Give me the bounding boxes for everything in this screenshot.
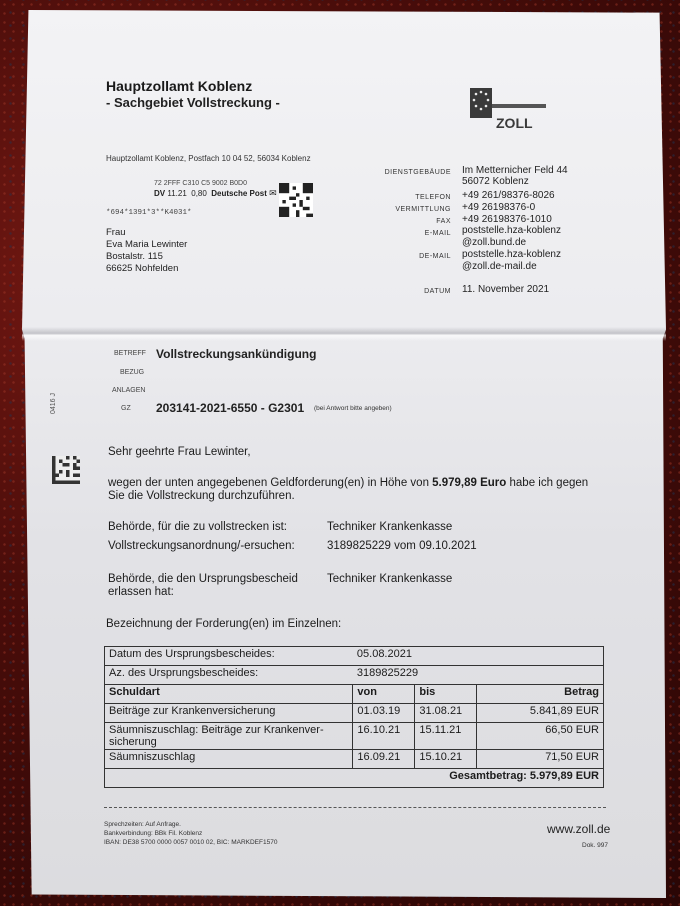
letter-date: 11. November 2021 xyxy=(462,284,550,295)
side-code: 0416 J xyxy=(50,392,57,414)
row-to: 15.11.21 xyxy=(415,723,477,750)
order-label: Vollstreckungsanordnung/-ersuchen: xyxy=(108,540,295,552)
file-number: 203141-2021-6550 - G2301 xyxy=(156,401,305,415)
intro-line1 xyxy=(108,477,588,489)
building-line2: 56072 Koblenz xyxy=(462,176,529,187)
claims-table xyxy=(104,646,604,788)
greeting: Sehr geehrte Frau Lewinter, xyxy=(108,446,251,458)
row-from: 16.09.21 xyxy=(353,750,415,769)
building-label: DIENSTGEBÄUDE xyxy=(384,169,451,176)
intro-post: habe ich gegen xyxy=(506,477,589,489)
header-to: bis xyxy=(415,685,477,704)
row-from: 16.10.21 xyxy=(353,723,415,750)
return-address: Hauptzollamt Koblenz, Postfach 10 04 52, 56034 Koblenz xyxy=(106,154,311,163)
switchboard-value: +49 26198376-0 xyxy=(462,202,536,213)
intro-line2: Sie die Vollstreckung durchzuführen. xyxy=(108,490,295,502)
email-label: E-MAIL xyxy=(424,230,451,237)
row-amount: 71,50 EUR xyxy=(477,750,604,769)
order-value: 3189825229 vom 09.10.2021 xyxy=(327,540,477,552)
intro-amount: 5.979,89 Euro xyxy=(432,477,507,489)
orig-ref-label: Az. des Ursprungsbescheides: xyxy=(105,666,353,685)
zoll-logo xyxy=(470,88,546,136)
demail-line2: @zoll.de-mail.de xyxy=(462,261,537,272)
footer-iban: IBAN: DE38 5700 0000 0057 0010 02, BIC: MARKDEF1570 xyxy=(104,839,278,846)
row-type-line2: sicherung xyxy=(109,736,157,748)
row-type-line1: Säumniszuschlag: Beiträge zur Krankenver- xyxy=(109,724,324,736)
row-amount: 66,50 EUR xyxy=(477,723,604,750)
file-note: (bei Antwort bitte angeben) xyxy=(314,405,392,412)
sender-name: Hauptzollamt Koblenz xyxy=(106,78,253,94)
attachments-label: ANLAGEN xyxy=(112,387,146,394)
phone-label: TELEFON xyxy=(415,194,451,201)
postage-amount: 0,80 xyxy=(191,189,207,198)
authority-label: Behörde, für die zu vollstrecken ist: xyxy=(108,521,287,533)
row-type: Säumniszuschlag xyxy=(105,750,353,769)
table-row xyxy=(105,723,604,750)
phone-value: +49 261/98376-8026 xyxy=(462,190,555,201)
table-row xyxy=(105,647,604,666)
row-type xyxy=(105,723,353,750)
postage-code: 72 2FFF C310 C5 9002 B0D0 xyxy=(154,180,247,187)
reference-label: BEZUG xyxy=(120,369,145,376)
footer-website: www.zoll.de xyxy=(547,822,611,836)
table-row xyxy=(105,666,604,685)
postage-carrier: Deutsche Post xyxy=(211,189,267,198)
header-amount: Betrag xyxy=(477,685,604,704)
total-amount: Gesamtbetrag: 5.979,89 EUR xyxy=(105,769,604,788)
row-to: 15.10.21 xyxy=(415,750,477,769)
recipient-name: Eva Maria Lewinter xyxy=(106,239,188,250)
header-from: von xyxy=(353,685,415,704)
demail-line1: poststelle.hza-koblenz xyxy=(462,249,561,260)
email-line2: @zoll.bund.de xyxy=(462,237,527,248)
file-label: GZ xyxy=(121,405,131,412)
table-header-row xyxy=(105,685,604,704)
sender-department: - Sachgebiet Vollstreckung - xyxy=(106,95,280,110)
row-type: Beiträge zur Krankenversicherung xyxy=(105,704,353,723)
table-row xyxy=(105,704,604,723)
origin-label-line1: Behörde, die den Ursprungsbescheid xyxy=(108,573,298,585)
claims-heading: Bezeichnung der Forderung(en) im Einzelnen: xyxy=(106,618,342,630)
row-from: 01.03.19 xyxy=(353,704,415,723)
switchboard-label: VERMITTLUNG xyxy=(395,206,451,213)
building-line1: Im Metternicher Feld 44 xyxy=(462,165,568,176)
authority-value: Techniker Krankenkasse xyxy=(327,521,453,533)
demail-label: DE-MAIL xyxy=(419,253,451,260)
postage-date: 11.21 xyxy=(167,189,187,198)
qr-code-icon xyxy=(279,183,313,217)
table-row xyxy=(105,750,604,769)
orig-ref-value: 3189825229 xyxy=(353,666,604,685)
orig-date-value: 05.08.2021 xyxy=(353,647,604,666)
orig-date-label: Datum des Ursprungsbescheides: xyxy=(105,647,353,666)
intro-pre: wegen der unten angegebenen Geldforderung(en) in Höhe von xyxy=(108,477,433,489)
email-line1: poststelle.hza-koblenz xyxy=(462,225,561,236)
footer-divider xyxy=(104,807,606,808)
date-label: DATUM xyxy=(424,288,451,295)
datamatrix-icon xyxy=(52,456,80,484)
recipient-city: 66625 Nohfelden xyxy=(106,263,179,274)
row-to: 31.08.21 xyxy=(415,704,477,723)
origin-label-line2: erlassen hat: xyxy=(108,586,174,598)
footer-bank: Bankverbindung: BBk Fil. Koblenz xyxy=(104,830,203,837)
posthorn-icon: ✉ xyxy=(269,188,277,198)
subject-label: BETREFF xyxy=(114,350,146,357)
recipient-ref-code: *694*1391*3**K4031* xyxy=(106,209,192,217)
recipient-salutation: Frau xyxy=(106,227,126,238)
footer-doc: Dok. 997 xyxy=(582,842,609,849)
subject: Vollstreckungsankündigung xyxy=(156,347,317,361)
recipient-street: Bostalstr. 115 xyxy=(106,251,163,262)
fax-value: +49 26198376-1010 xyxy=(462,214,552,225)
table-total-row xyxy=(105,769,604,788)
header-type: Schuldart xyxy=(105,685,353,704)
postage-dv: DV xyxy=(154,189,166,198)
origin-value: Techniker Krankenkasse xyxy=(327,573,453,585)
postage-line xyxy=(154,188,277,199)
zoll-logo-text: ZOLL xyxy=(496,115,533,131)
row-amount: 5.841,89 EUR xyxy=(477,704,604,723)
fax-label: FAX xyxy=(436,218,451,225)
footer-hours: Sprechzeiten: Auf Anfrage. xyxy=(104,821,181,828)
paper-fold xyxy=(22,327,666,341)
